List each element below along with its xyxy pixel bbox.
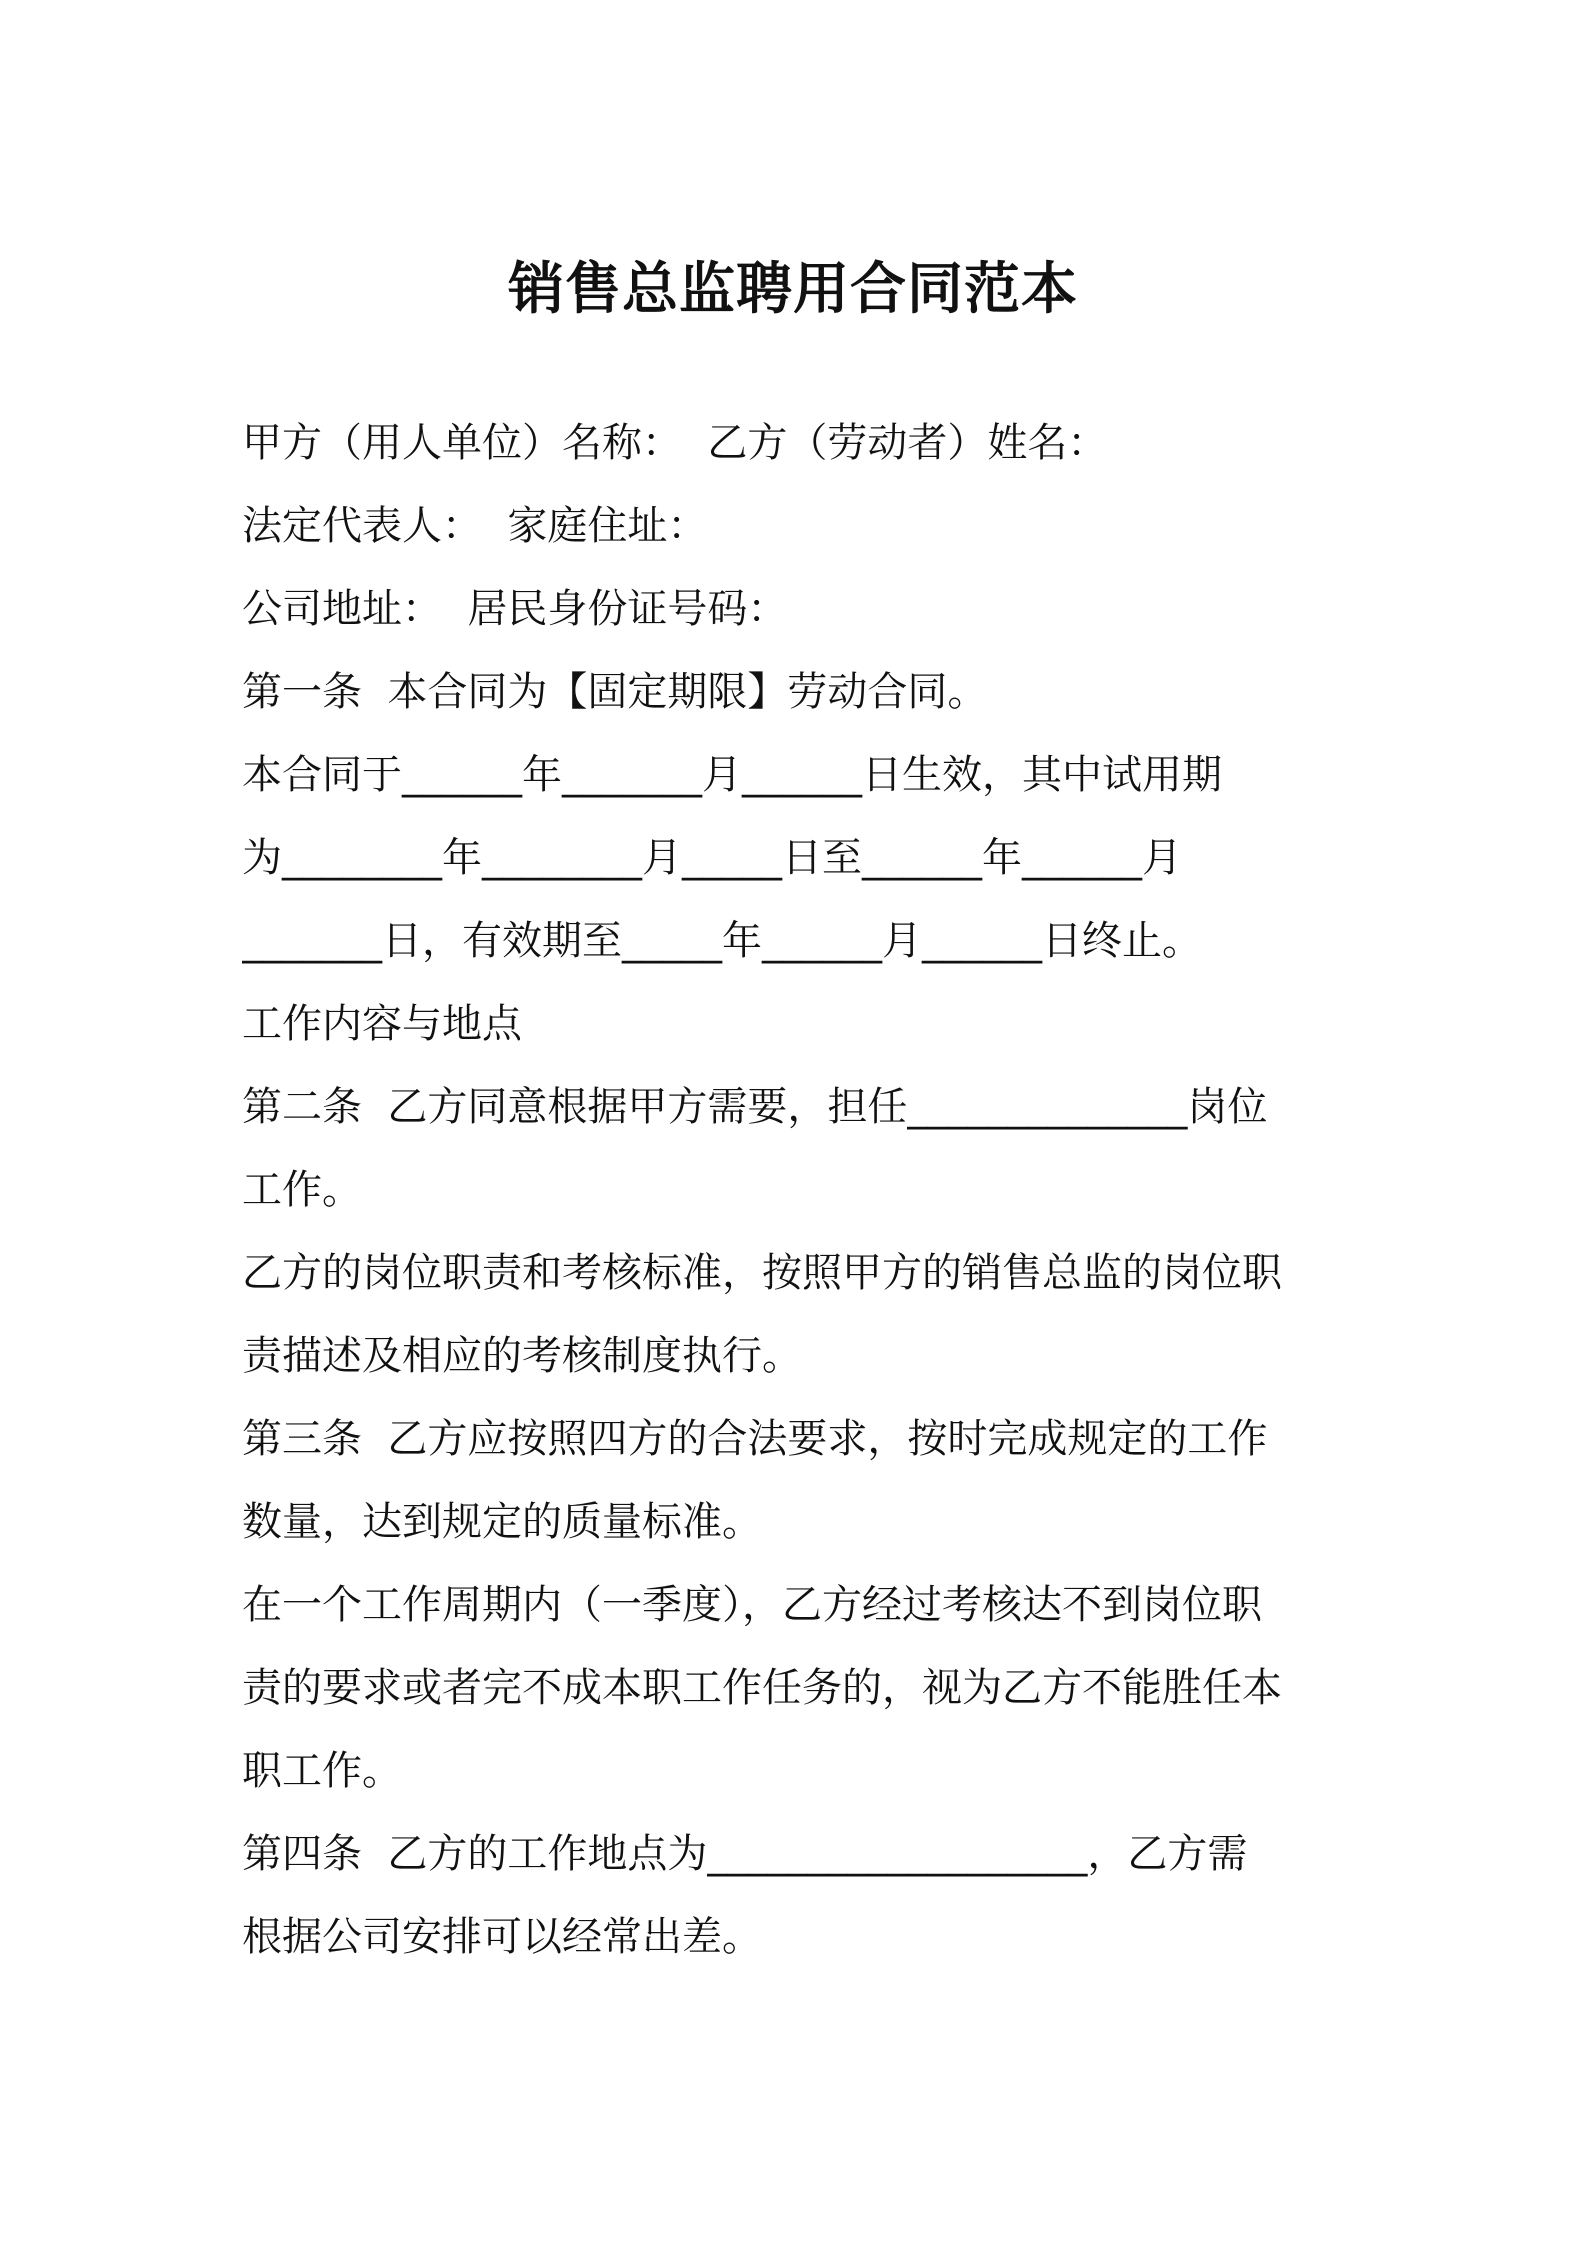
document-title: 销售总监聘用合同范本 (508, 257, 1078, 322)
party-name-line: 甲方（用人单位）名称： 乙方（劳动者）姓名： (242, 420, 1108, 466)
article-2-continued: 工作。 (242, 1167, 362, 1213)
document-body (242, 402, 1352, 1979)
probation-period-line: 为________年________月_____日至______年______月 (242, 835, 1182, 881)
article-2-line: 第二条 乙方同意根据甲方需要，担任______________岗位 (242, 1084, 1268, 1130)
evaluation-line-continued: 责的要求或者完不成本职工作任务的，视为乙方不能胜任本 (242, 1665, 1282, 1711)
article-4-line: 第四条 乙方的工作地点为___________________，乙方需 (242, 1831, 1248, 1877)
article-3-line: 第三条 乙方应按照四方的合法要求，按时完成规定的工作 (242, 1416, 1268, 1462)
evaluation-line: 在一个工作周期内（一季度），乙方经过考核达不到岗位职 (242, 1582, 1262, 1628)
evaluation-line-end: 职工作。 (242, 1748, 402, 1794)
article-3-continued: 数量，达到规定的质量标准。 (242, 1499, 762, 1545)
address-line: 公司地址： 居民身份证号码： (242, 586, 788, 632)
article-1-line: 第一条 本合同为【固定期限】劳动合同。 (242, 669, 988, 715)
term-end-line: _______日，有效期至_____年______月______日终止。 (242, 918, 1202, 964)
duties-line: 乙方的岗位职责和考核标准，按照甲方的销售总监的岗位职 (242, 1250, 1282, 1296)
effective-date-line: 本合同于______年_______月______日生效，其中试用期 (242, 752, 1222, 798)
representative-line: 法定代表人： 家庭住址： (242, 503, 708, 549)
duties-line-continued: 责描述及相应的考核制度执行。 (242, 1333, 802, 1379)
section-heading-work: 工作内容与地点 (242, 1001, 522, 1047)
article-4-continued: 根据公司安排可以经常出差。 (242, 1914, 762, 1960)
